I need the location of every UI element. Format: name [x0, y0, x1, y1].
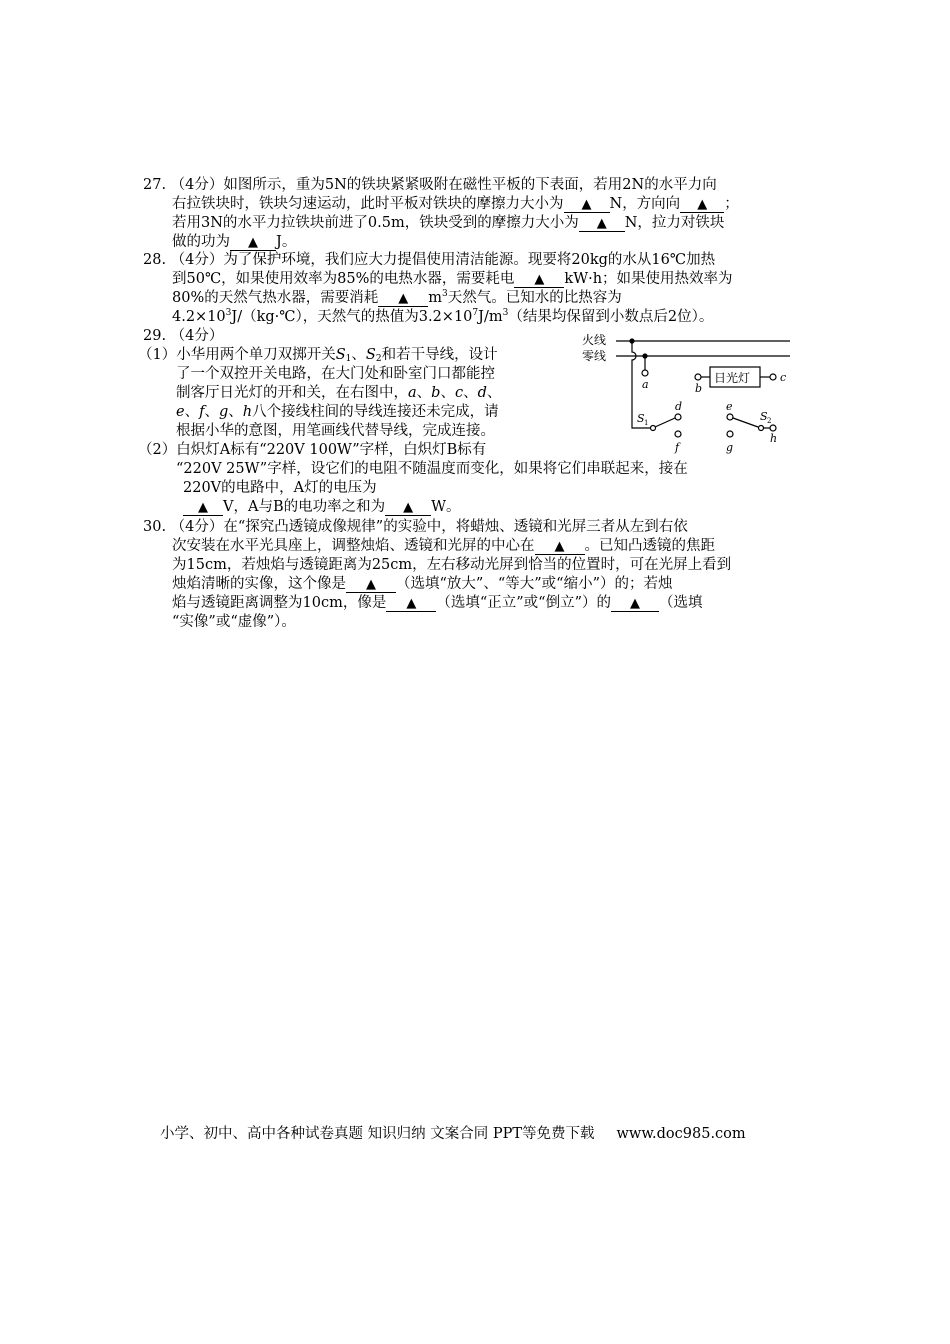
footer-text: 小学、初中、高中各种试卷真题 知识归纳 文案合同 PPT等免费下载 — [160, 1126, 595, 1142]
terminal-c[interactable] — [770, 374, 776, 380]
answer-blank[interactable]: ▲ — [535, 539, 585, 555]
lamp-label: 日光灯 — [714, 371, 751, 385]
svg-text:f: f — [675, 441, 680, 454]
answer-blank[interactable]: ▲ — [579, 216, 625, 232]
q27-line1: 27. （4分）如图所示，重为5N的铁块紧紧吸附在磁性平板的下表面，若用2N的水平力向 — [143, 177, 717, 193]
answer-blank[interactable]: ▲ — [378, 291, 428, 307]
terminal-g[interactable] — [727, 431, 733, 437]
svg-text:S: S — [637, 412, 645, 425]
svg-text:a: a — [642, 378, 649, 391]
terminal-f[interactable] — [675, 431, 681, 437]
question-28: 28. （4分）为了保护环境，我们应大力提倡使用清洁能源。现要将20kg的水从16℃加热 到50℃，如果使用效率为85%的电热水器，需要耗电 ▲ kW·h；如果使用热效率为 80%的天然气热水器，需要消耗 ▲ $m^3$天然气。已知水的比热容为 $4.2\times 10^3J/(kg\cdot℃)$，天然气的热值为$3.2\times 10^7J/m^3$（结果均保留到小数点后2位）。 — [143, 252, 733, 325]
terminal-d[interactable] — [675, 414, 681, 420]
neutral-wire-label: 零线 — [582, 349, 607, 363]
answer-blank[interactable]: ▲ — [385, 500, 431, 516]
question-30: 30. （4分）在“探究凸透镜成像规律”的实验中，将蜡烛、透镜和光屏三者从左到右依 次安装在水平光具座上，调整烛焰、透镜和光屏的中心在 ▲ 。已知凸透镜的焦距 为15cm，若烛焰与透镜距离为25cm，左右移动光屏到恰当的位置时，可在光屏上看到 烛焰清晰的实像，这个像是 ▲ （选填“放大”、“等大”或“缩小”）的；若烛 焰与透镜距离调整为10cm，像是 ▲ （选填“正立”或“倒立”）的 ▲ （选填 “实像”或“虚像”）。 — [143, 519, 732, 630]
answer-blank[interactable]: ▲ — [386, 596, 436, 612]
terminal-e[interactable] — [727, 414, 733, 420]
svg-text:c: c — [780, 371, 787, 384]
svg-text:S: S — [760, 410, 768, 423]
svg-text:e: e — [726, 400, 733, 413]
footer — [160, 1122, 746, 1143]
svg-text:d: d — [675, 400, 683, 413]
question-29: 29. （4分） （1）小华用两个单刀双掷开关$S_1$、$S_2$和若干导线，设计 了一个双控开关电路，在大门处和卧室门口都能控 制客厅日光灯的开和关，在右图中，a、b、c、d、 e、f、g、h八个接线柱间的导线连接还未完成，请 根据小华的意图，用笔画线代替导线，完成连接。 （2）白炽灯A标有“220V 100W”字样，白炽灯B标有 “220V 25W”字样，设它们的电阻不随温度而变化，如果将它们串联起来，接在 220V的电路中，A灯的电压为 ▲ V，A与B的电功率之和为 ▲ W。 — [138, 328, 688, 515]
svg-text:2: 2 — [767, 417, 772, 425]
terminal-b[interactable] — [695, 374, 701, 380]
answer-blank[interactable]: ▲ — [680, 197, 724, 213]
footer-url[interactable]: www.doc985.com — [616, 1126, 746, 1142]
terminal-h[interactable] — [770, 425, 776, 431]
answer-blank[interactable]: ▲ — [611, 596, 659, 612]
svg-text:g: g — [726, 441, 734, 454]
answer-blank[interactable]: ▲ — [564, 197, 610, 213]
svg-text:b: b — [695, 382, 703, 395]
answer-blank[interactable]: ▲ — [183, 500, 223, 516]
answer-blank[interactable]: ▲ — [346, 577, 396, 593]
svg-text:1: 1 — [644, 419, 649, 427]
answer-blank[interactable]: ▲ — [514, 272, 564, 288]
svg-text:h: h — [770, 432, 778, 445]
circuit-diagram — [580, 330, 795, 455]
terminal-a[interactable] — [642, 370, 648, 376]
answer-blank[interactable]: ▲ — [230, 235, 276, 251]
question-27: 27. （4分）如图所示，重为5N的铁块紧紧吸附在磁性平板的下表面，若用2N的水平力向 右拉铁块时，铁块匀速运动，此时平板对铁块的摩擦力大小为 ▲ N，方向向 ▲ ； 若用3N的水平力拉铁块前进了0.5m，铁块受到的摩擦力大小为 ▲ N，拉力对铁块 做的功为 ▲ J。 — [143, 177, 739, 250]
live-wire-label: 火线 — [582, 333, 607, 347]
